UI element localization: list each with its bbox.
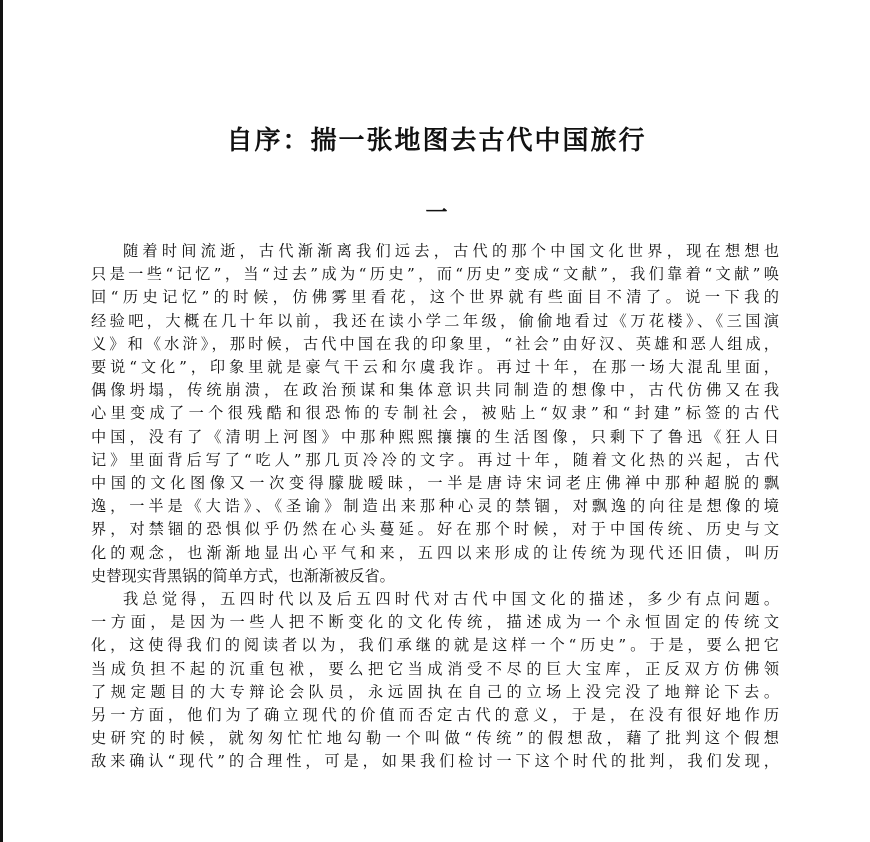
text-line: 记》里面背后写了“吃人”那几页冷冷的文字。再过十年，随着文化热的兴起，古代 bbox=[91, 450, 779, 469]
text-line: 偶像坍塌，传统崩溃，在政治预谋和集体意识共同制造的想像中，古代仿佛又在我 bbox=[91, 381, 779, 400]
text-line: 中国，没有了《清明上河图》中那种熙熙攘攘的生活图像，只剩下了鲁迅《狂人日 bbox=[91, 427, 779, 446]
text-line: 界，对禁锢的恐惧似乎仍然在心头蔓延。好在那个时候，对于中国传统、历史与文 bbox=[91, 520, 779, 539]
text-line: 心里变成了一个很残酷和很恐怖的专制社会，被贴上“奴隶”和“封建”标签的古代 bbox=[91, 404, 779, 423]
text-line: 中国的文化图像又一次变得朦胧暧昧，一半是唐诗宋词老庄佛禅中那种超脱的飘 bbox=[91, 474, 779, 493]
text-line: 史替现实背黑锅的简单方式，也渐渐被反省。 bbox=[91, 566, 395, 585]
text-line: 化，这使得我们的阅读者以为，我们承继的就是这样一个“历史”。于是，要么把它 bbox=[91, 636, 779, 655]
text-line: 义》和《水浒》，那时候，古代中国在我的印象里，“社会”由好汉、英雄和恶人组成， bbox=[91, 334, 779, 353]
text-line: 要说“文化”，印象里就是豪气干云和尔虞我诈。再过十年，在那一场大混乱里面， bbox=[91, 358, 779, 377]
body-text bbox=[91, 240, 779, 774]
text-line: 一方面，是因为一些人把不断变化的文化传统，描述成为一个永恒固定的传统文 bbox=[91, 613, 779, 632]
paragraph bbox=[91, 588, 779, 774]
text-line: 敌来确认“现代”的合理性，可是，如果我们检讨一下这个时代的批判，我们发现， bbox=[91, 752, 779, 771]
text-line: 经验吧，大概在几十年以前，我还在读小学二年级，偷偷地看过《万花楼》、《三国演 bbox=[91, 311, 779, 330]
text-line: 回“历史记忆”的时候，仿佛雾里看花，这个世界就有些面目不清了。说一下我的 bbox=[91, 288, 779, 307]
text-line: 化的观念，也渐渐地显出心平气和来，五四以来形成的让传统为现代还旧债，叫历 bbox=[91, 543, 779, 562]
text-line: 逸，一半是《大诰》、《圣谕》制造出来那种心灵的禁锢，对飘逸的向往是想像的境 bbox=[91, 497, 779, 516]
page-title: 自序：揣一张地图去古代中国旅行 bbox=[226, 126, 647, 156]
text-line: 当成负担不起的沉重包袱，要么把它当成消受不尽的巨大宝库，正反双方仿佛领 bbox=[91, 659, 779, 678]
text-line: 只是一些“记忆”，当“过去”成为“历史”，而“历史”变成“文献”，我们靠着“文献”唤 bbox=[91, 265, 779, 284]
section-number: 一 bbox=[425, 200, 448, 226]
text-line: 另一方面，他们为了确立现代的价值而否定古代的意义，于是，在没有很好地作历 bbox=[91, 706, 779, 725]
text-line: 随着时间流逝，古代渐渐离我们远去，古代的那个中国文化世界，现在想想也 bbox=[123, 242, 779, 260]
text-line: 我总觉得，五四时代以及后五四时代对古代中国文化的描述，多少有点问题。 bbox=[123, 590, 779, 609]
text-line: 史研究的时候，就匆匆忙忙地勾勒一个叫做“传统”的假想敌，藉了批判这个假想 bbox=[91, 729, 779, 748]
paragraph bbox=[91, 240, 779, 588]
text-line: 了规定题目的大专辩论会队员，永远固执在自己的立场上没完没了地辩论下去。 bbox=[91, 682, 779, 701]
